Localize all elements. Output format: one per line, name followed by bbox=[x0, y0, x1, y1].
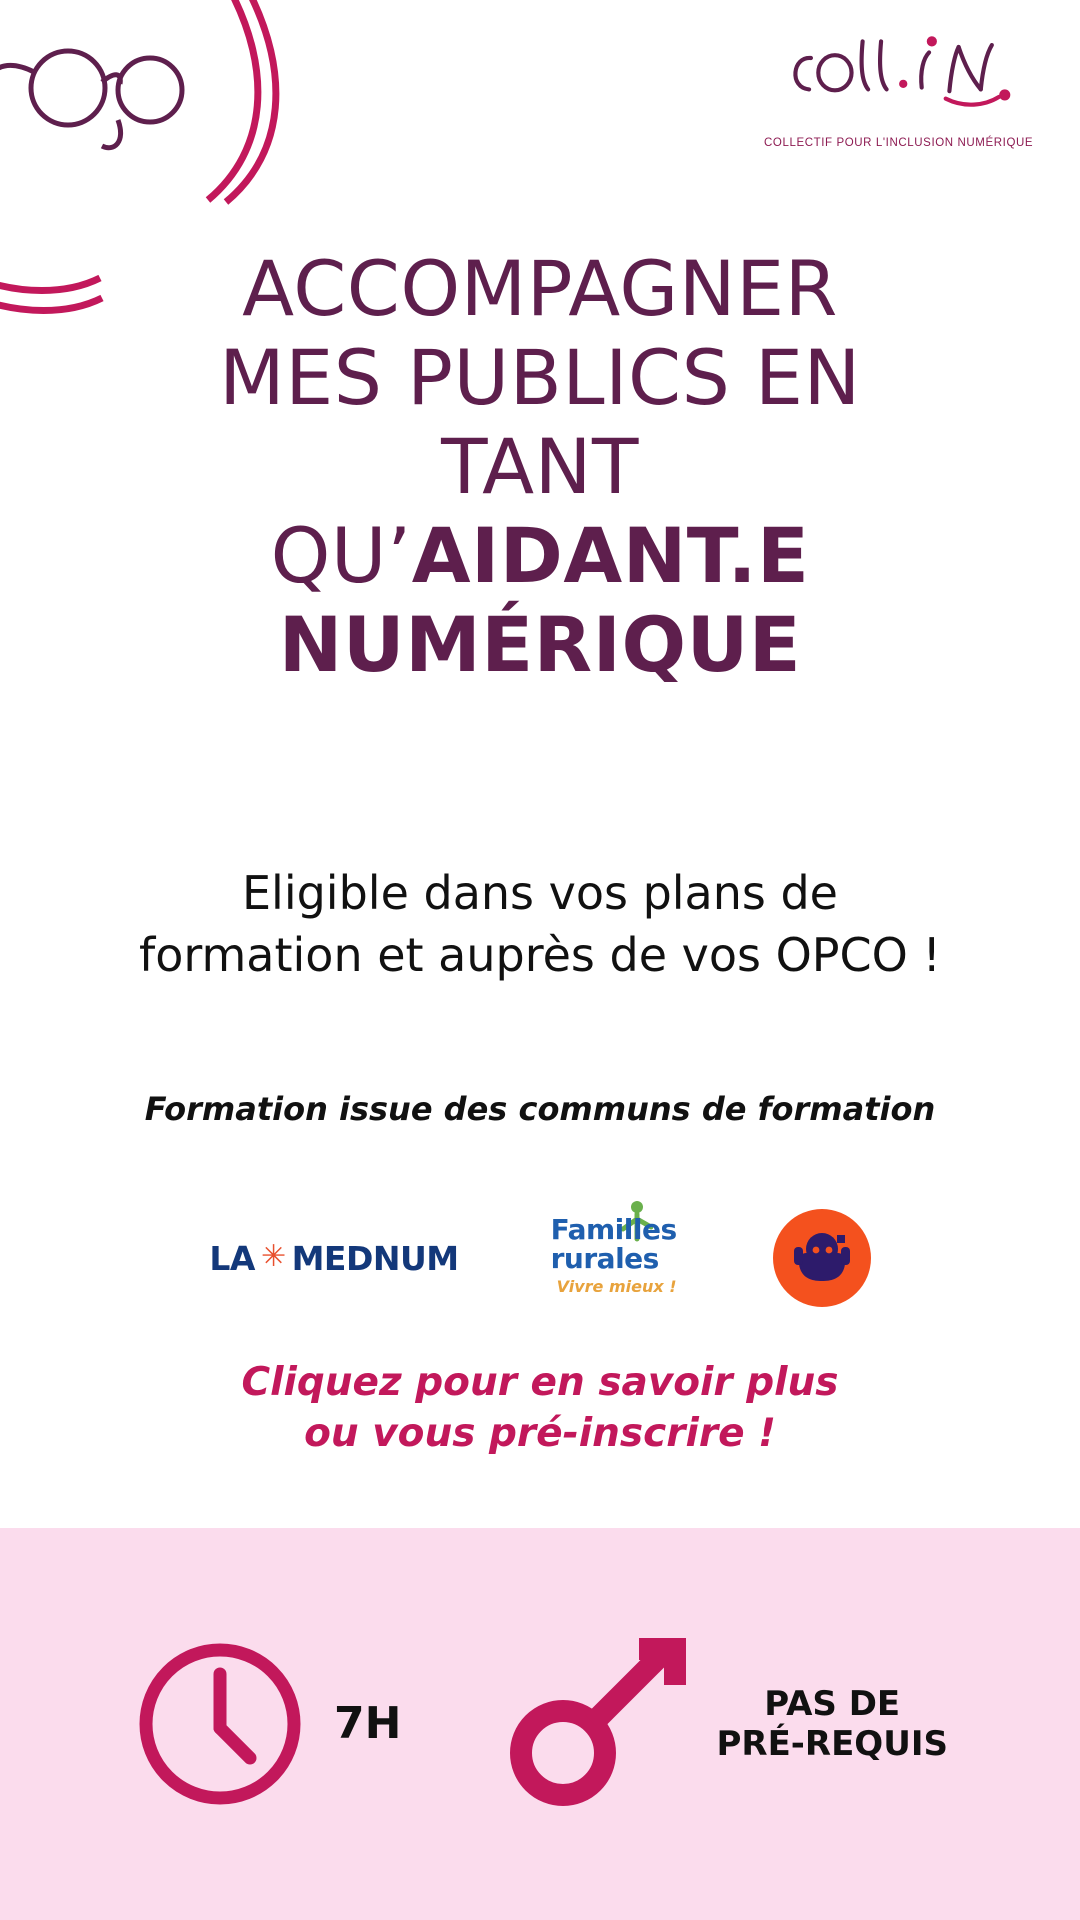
footer-bar bbox=[0, 1528, 1080, 1920]
prereq-line-1: PAS DE bbox=[764, 1683, 901, 1724]
cta-link[interactable] bbox=[40, 1358, 1040, 1459]
title-line-2: MES PUBLICS EN bbox=[219, 332, 861, 422]
familles-tagline: Vivre mieux ! bbox=[556, 1277, 677, 1296]
partner-la-mednum bbox=[209, 1239, 458, 1278]
origin-note: Formation issue des communs de formation bbox=[144, 1090, 936, 1128]
mednum-star-icon: ✳ bbox=[260, 1239, 286, 1274]
title-line-4-prefix: QU’ bbox=[270, 510, 412, 600]
cta-line-2: ou vous pré-inscrire ! bbox=[304, 1410, 776, 1456]
cta-line-1: Cliquez pour en savoir plus bbox=[241, 1360, 839, 1405]
familles-line-2: rurales bbox=[550, 1242, 659, 1275]
duration-label: 7H bbox=[334, 1698, 402, 1750]
page-title bbox=[90, 245, 990, 690]
partner-aidants-connect bbox=[773, 1209, 871, 1307]
title-line-1: ACCOMPAGNER bbox=[242, 244, 838, 333]
prereq-line-2: PRÉ-REQUIS bbox=[716, 1724, 948, 1764]
title-line-5: NUMÉRIQUE bbox=[278, 599, 802, 689]
clock-icon bbox=[132, 1636, 308, 1812]
prereq-label bbox=[716, 1684, 948, 1764]
title-line-4 bbox=[90, 512, 990, 601]
familles-line-1: Familles bbox=[550, 1213, 677, 1246]
fact-duration bbox=[132, 1636, 401, 1812]
subtitle-line-2: formation et auprès de vos OPCO ! bbox=[139, 928, 941, 983]
title-line-3: TANT bbox=[441, 421, 639, 511]
key-icon bbox=[505, 1637, 690, 1812]
subtitle-line-1: Eligible dans vos plans de bbox=[241, 866, 838, 920]
partner-logos bbox=[0, 1198, 1080, 1318]
subtitle bbox=[60, 862, 1020, 986]
fact-prerequisites bbox=[505, 1637, 948, 1812]
mednum-text: MEDNUM bbox=[291, 1238, 459, 1278]
aidants-connect-icon bbox=[773, 1209, 871, 1307]
mednum-la-text: LA bbox=[209, 1238, 255, 1278]
logo-caption: COLLECTIF POUR L'INCLUSION NUMÉRIQUE bbox=[764, 137, 1034, 149]
title-line-4-strong: AIDANT.E bbox=[411, 510, 810, 600]
partner-familles-rurales bbox=[551, 1203, 681, 1313]
